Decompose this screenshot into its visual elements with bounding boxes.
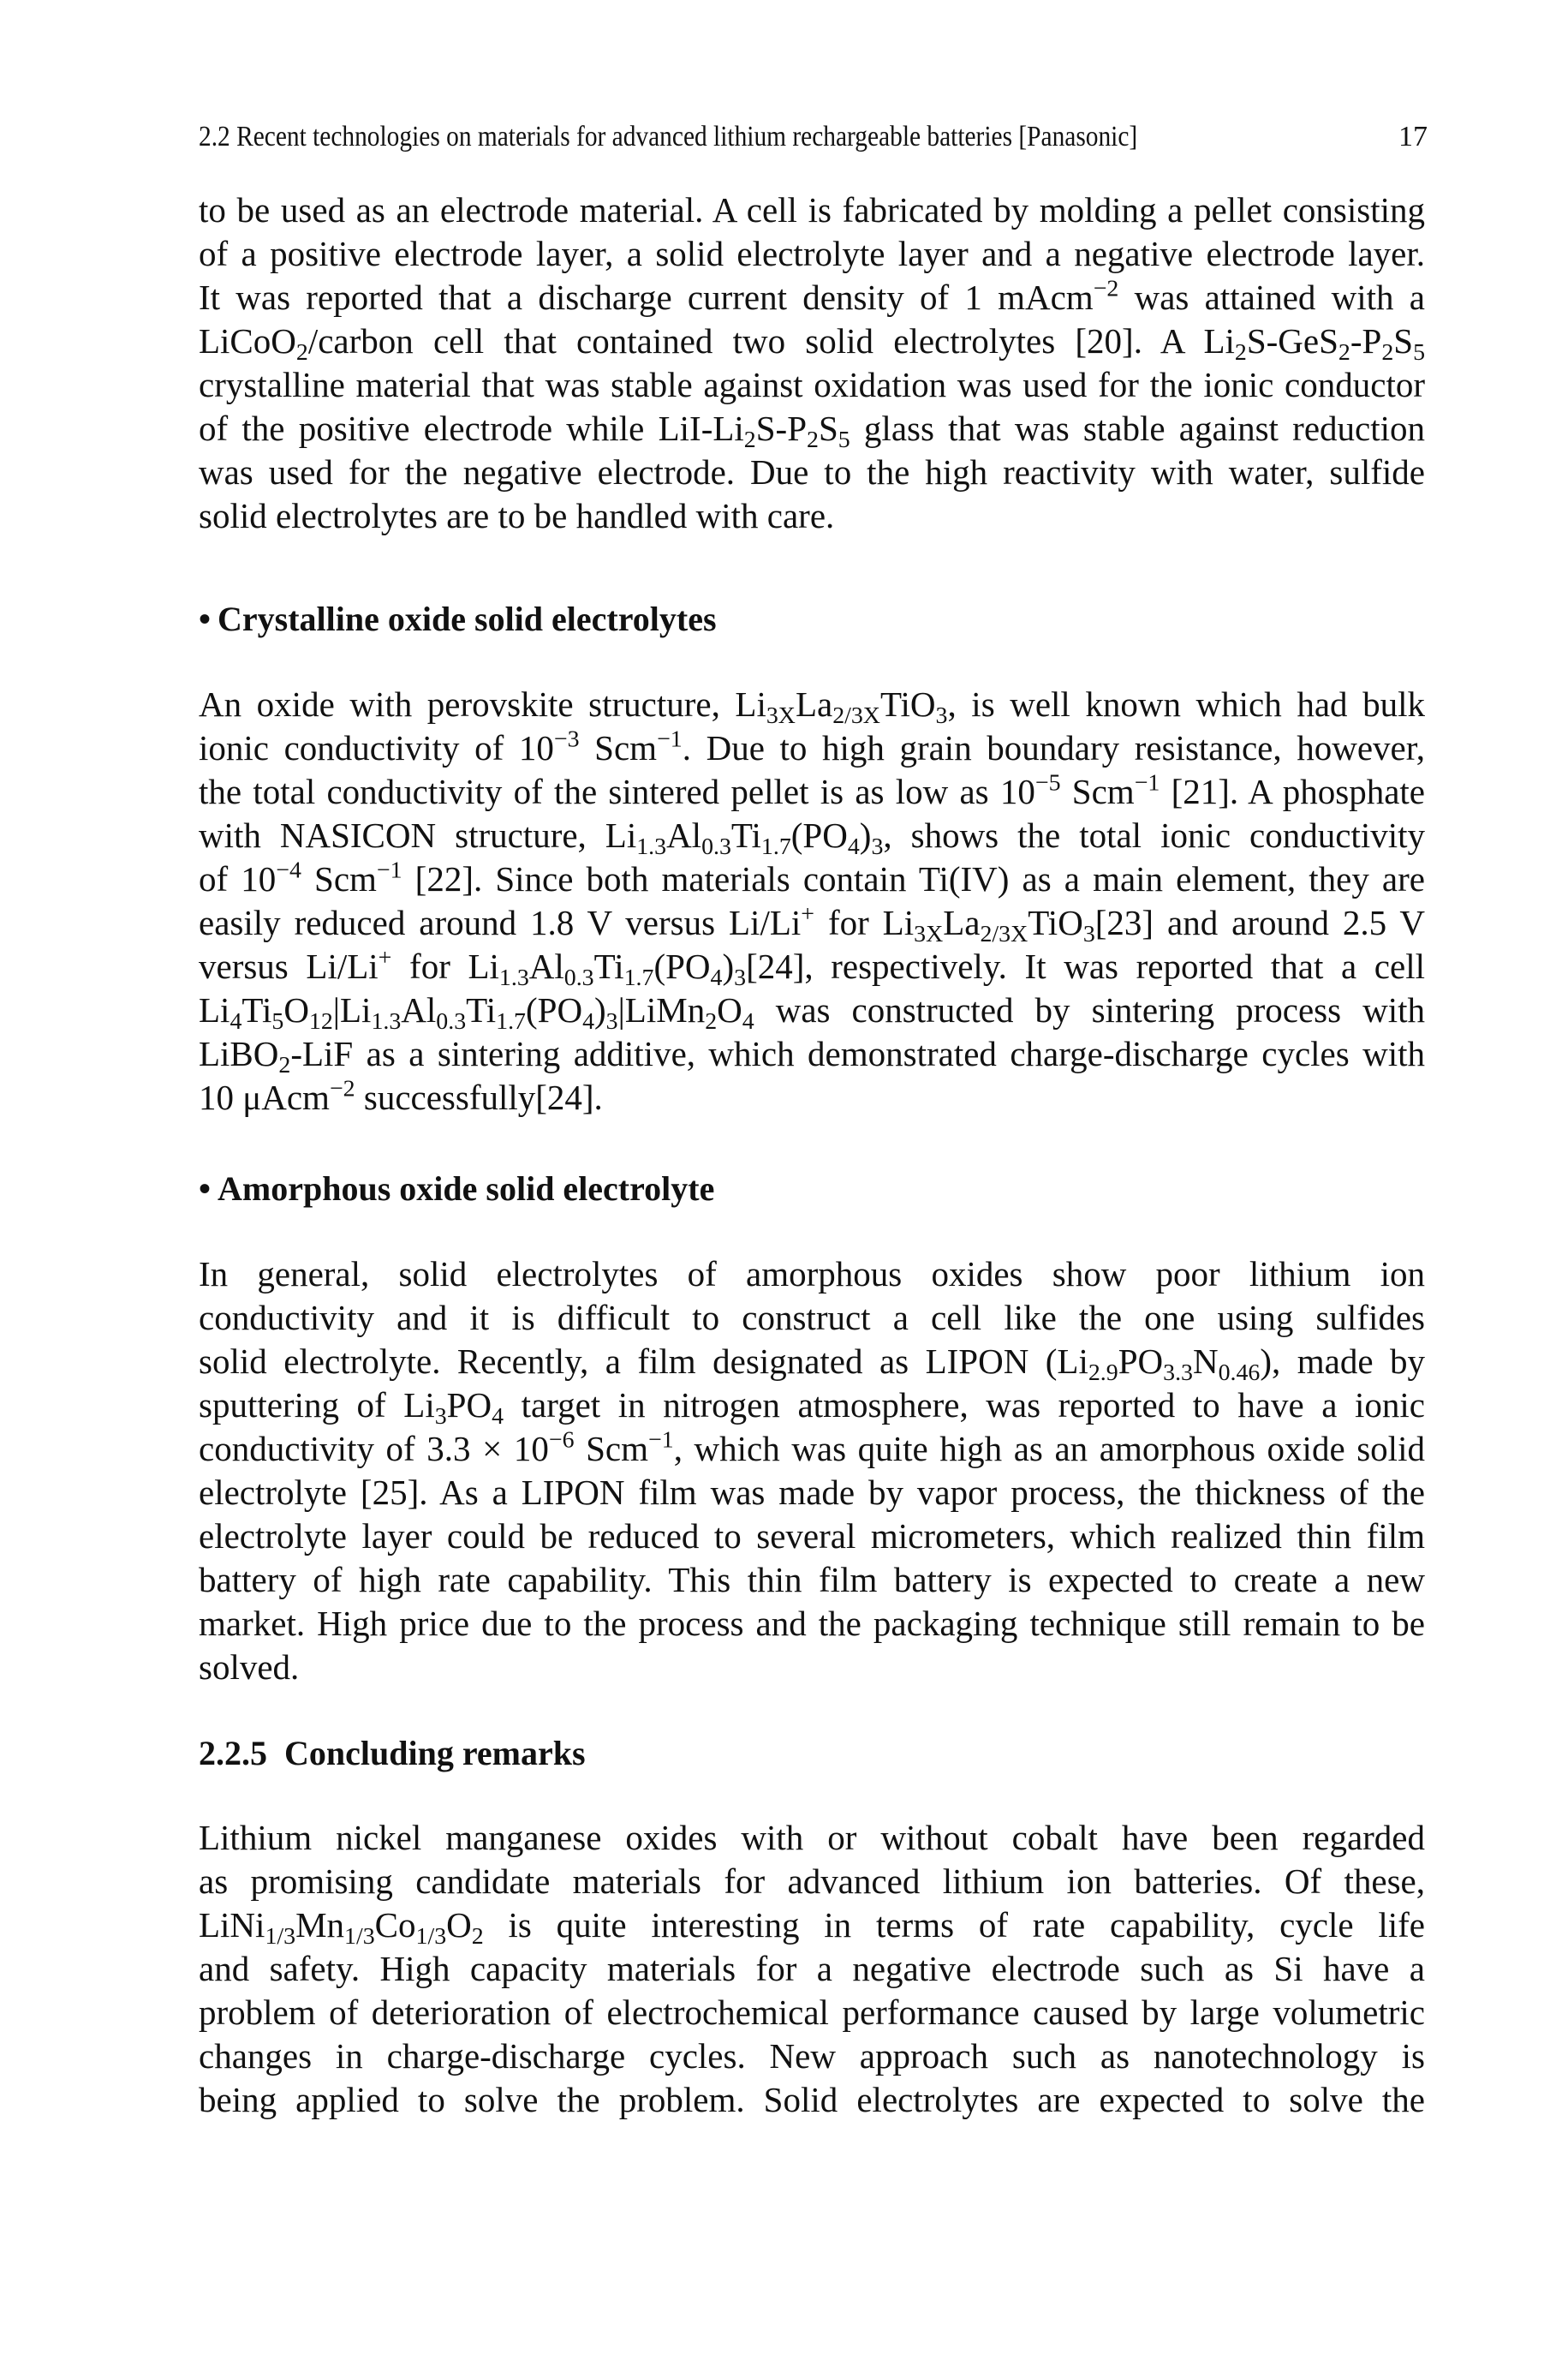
text-run: for Li [814,903,915,942]
subscript: 2/3X [832,702,880,729]
subscript: 1.3 [636,833,667,860]
section-number: 2.2.5 [199,1734,267,1772]
text-run: O [717,990,742,1030]
text-line [199,1816,1425,1859]
text-line [199,857,1425,900]
text-run: Mn [295,1905,345,1945]
text-run: Al [528,947,564,986]
subscript: 1.3 [371,1007,402,1035]
subscript: 2 [1234,338,1247,366]
text-line [199,814,1425,860]
text-run: and safety. High capacity materials for a negative electrode such as Si have a [199,1949,1425,1988]
subscript: 0.3 [436,1007,467,1035]
text-run: as promising candidate materials for advanced lithium ion batteries. Of these, [199,1861,1425,1901]
subscript: 2 [471,1922,484,1950]
subscript: 3 [734,964,747,991]
text-run: LiCoO [199,321,296,361]
subscript: 0.3 [701,833,731,860]
text-run: An oxide with perovskite structure, Li [199,684,766,724]
text-run: electrolyte layer could be reduced to several micrometers, which realized thin film [199,1516,1425,1556]
text-run: successfully[24]. [355,1078,603,1117]
text-run: N [1192,1341,1219,1381]
subscript: 2/3X [980,920,1028,947]
subscript: 3.3 [1163,1359,1193,1386]
text-run: Lithium nickel manganese oxides with or without cobalt have been regarded [199,1818,1425,1857]
heading-text: Crystalline oxide solid electrolytes [218,600,717,638]
subscript: 3 [1082,920,1095,947]
text-line [199,320,1425,366]
text-run: of the positive electrode while LiI-Li [199,409,744,448]
text-line [199,2078,1425,2121]
text-run: PO [1118,1341,1164,1381]
text-run: . Due to high grain boundary resistance, however, [682,728,1425,768]
text-run: changes in charge-discharge cycles. New approach such as nanotechnology is [199,2036,1425,2076]
text-run: /carbon cell that contained two solid electrolytes [20]. A Li [307,321,1235,361]
superscript: −6 [548,1426,575,1454]
text-line [199,1252,1425,1295]
subscript: 2 [807,426,819,453]
text-run: market. High price due to the process and the packaging technique still remain to be [199,1604,1425,1643]
subscript: 4 [492,1402,504,1430]
text-run: the total conductivity of the sintered pellet is as low as 10 [199,772,1035,811]
text-run: S-P [755,409,807,448]
running-header [199,120,1428,154]
text-line [199,363,1425,406]
subscript: 4 [742,1007,754,1035]
text-run: sputtering of Li [199,1385,435,1425]
text-line [199,1032,1425,1078]
text-line [199,1903,1425,1950]
subscript: 2 [1338,338,1350,366]
superscript: −5 [1034,769,1061,797]
section-title: Concluding remarks [284,1734,586,1772]
text-run: being applied to solve the problem. Solid electrolytes are expected to solve the [199,2080,1425,2119]
text-run: ) [722,947,735,986]
text-run: -P [1350,321,1382,361]
text-run: |Li [332,990,372,1030]
subscript: 2 [1381,338,1394,366]
text-run: electrolyte [25]. As a LIPON film was made by vapor process, the thickness of the [199,1473,1425,1512]
text-run: Al [666,816,702,855]
text-line [199,1646,1425,1688]
text-run: Li [199,990,230,1030]
text-run: glass that was stable against reduction [850,409,1426,448]
text-line [199,726,1425,769]
subscript: 3X [914,920,944,947]
text-run: , is well known which had bulk [947,684,1425,724]
text-run: (PO [790,816,848,855]
page-number: 17 [1398,121,1428,152]
text-run: (PO [525,990,583,1030]
subscript: 4 [847,833,860,860]
bullet-icon: • [199,1169,212,1208]
subscript: 1.7 [760,833,791,860]
subscript: 0.3 [563,964,594,991]
text-run: In general, solid electrolytes of amorphous oxides show poor lithium ion [199,1254,1425,1294]
text-line [199,451,1425,493]
text-run: to be used as an electrode material. A cell is fabricated by molding a pellet consisting [199,190,1425,230]
text-run: versus Li/Li [199,947,379,986]
text-line [199,494,1425,537]
text-line [199,1471,1425,1514]
text-line [199,1991,1425,2034]
subscript: 5 [1413,338,1425,366]
text-run: conductivity of 3.3 × 10 [199,1429,549,1468]
text-run: Ti [241,990,272,1030]
text-line [199,276,1425,319]
superscript: + [801,900,814,928]
text-run: for Li [391,947,499,986]
text-run: crystalline material that was stable against oxidation was used for the ionic conductor [199,365,1425,404]
superscript: −2 [329,1075,355,1102]
text-run: Al [401,990,437,1030]
text-line [199,1076,1425,1119]
superscript: + [378,944,392,971]
text-run: Ti [730,816,761,855]
text-run: Scm [579,728,658,768]
text-line [199,1515,1425,1557]
text-run: [24], respectively. It was reported that a cell [746,947,1425,986]
subscript: 2 [705,1007,718,1035]
text-line [199,770,1425,813]
subsection-heading-crystalline-oxide [199,598,717,641]
text-run: Ti [466,990,497,1030]
text-run: 10 μAcm [199,1078,330,1117]
subscript: 4 [582,1007,594,1035]
text-run: Scm [301,859,377,899]
text-run: La [795,684,833,724]
text-run: LiNi [199,1905,265,1945]
text-line [199,1602,1425,1645]
text-line [199,2034,1425,2077]
subscript: 3X [766,702,796,729]
text-run: Scm [1060,772,1135,811]
heading-text: Amorphous oxide solid electrolyte [218,1169,715,1208]
text-run: It was reported that a discharge current density of 1 mAcm [199,278,1094,317]
text-run: target in nitrogen atmosphere, was reported to have a ionic [504,1385,1425,1425]
subscript: 1.3 [498,964,529,991]
subscript: 5 [271,1007,284,1035]
text-run: O [283,990,309,1030]
text-run: with NASICON structure, Li [199,816,637,855]
text-run: , shows the total ionic conductivity [883,816,1425,855]
running-header-title: 2.2 Recent technologies on materials for advanced lithium rechargeable batteries [Panasonic] [199,121,1138,152]
text-run: [22]. Since both materials contain Ti(IV) as a main element, they are [402,859,1425,899]
text-line [199,1947,1425,1990]
text-run: -LiF as a sintering additive, which demonstrated charge-discharge cycles with [290,1034,1425,1073]
superscript: −1 [648,1426,674,1454]
subscript: 0.46 [1218,1359,1261,1386]
text-run: solid electrolytes are to be handled with care. [199,496,835,535]
subscript: 4 [230,1007,242,1035]
text-line [199,188,1425,231]
text-line [199,900,1425,947]
text-run: ionic conductivity of 10 [199,728,554,768]
subsection-heading-amorphous-oxide [199,1168,714,1210]
bullet-icon: • [199,600,212,638]
text-run: solved. [199,1647,300,1687]
text-line [199,1383,1425,1430]
superscript: −4 [276,857,301,884]
subscript: 2 [295,338,308,366]
text-line [199,1860,1425,1903]
subscript: 5 [838,426,850,453]
text-run: ), made by [1260,1341,1425,1381]
text-run: PO [446,1385,492,1425]
text-run: Co [374,1905,416,1945]
text-run: (PO [653,947,711,986]
text-run: TiO [879,684,936,724]
text-run: TiO [1028,903,1083,942]
subscript: 1/3 [344,1922,375,1950]
text-run: S [1393,321,1414,361]
text-line [199,407,1426,453]
text-run: easily reduced around 1.8 V versus Li/Li [199,903,802,942]
text-run: was used for the negative electrode. Due to the high reactivity with water, sulfide [199,452,1425,492]
text-run: , which was quite high as an amorphous oxide solid [673,1429,1425,1468]
subscript: 3 [871,833,884,860]
subscript: 3 [935,702,948,729]
text-run: Scm [574,1429,649,1468]
subscript: 1.7 [496,1007,526,1035]
subscript: 3 [605,1007,618,1035]
text-line [199,683,1425,729]
text-line [199,1558,1425,1601]
text-run: [21]. A phosphate [1160,772,1425,811]
text-run: ) [859,816,872,855]
text-run: of 10 [199,859,277,899]
text-line [199,1296,1425,1339]
text-run: of a positive electrode layer, a solid electrolyte layer and a negative electrode layer. [199,234,1425,273]
subscript: 1/3 [265,1922,296,1950]
subscript: 3 [434,1402,447,1430]
superscript: −2 [1093,275,1119,302]
text-run: ) [594,990,606,1030]
text-run: LiBO [199,1034,279,1073]
subscript: 2 [278,1051,291,1078]
text-line [199,1427,1425,1470]
subscript: 2 [743,426,756,453]
text-line [199,1340,1425,1386]
superscript: −1 [376,857,402,884]
text-run: was constructed by sintering process with [754,990,1425,1030]
text-run: battery of high rate capability. This thin film battery is expected to create a new [199,1560,1425,1599]
text-run: is quite interesting in terms of rate capability, cycle life [483,1905,1425,1945]
text-run: conductivity and it is difficult to construct a cell like the one using sulfides [199,1298,1425,1337]
text-run: La [943,903,981,942]
subscript: 12 [308,1007,333,1035]
text-run: S [818,409,838,448]
text-run: solid electrolyte. Recently, a film designated as LIPON (Li [199,1341,1088,1381]
section-heading-concluding-remarks [199,1732,586,1775]
subscript: 1.7 [623,964,654,991]
text-line [199,232,1425,275]
text-run: O [446,1905,472,1945]
text-run: Ti [593,947,624,986]
superscript: −1 [1134,769,1160,797]
text-line [199,944,1425,991]
text-run: |LiMn [617,990,706,1030]
text-run: problem of deterioration of electrochemical performance caused by large volumetric [199,1993,1425,2032]
subscript: 4 [710,964,723,991]
subscript: 1/3 [415,1922,447,1950]
subscript: 2.9 [1088,1359,1118,1386]
superscript: −3 [553,726,580,753]
text-run: [23] and around 2.5 V [1094,903,1425,942]
text-run: S-GeS [1246,321,1338,361]
text-run: was attained with a [1118,278,1425,317]
text-line [199,989,1425,1035]
superscript: −1 [657,726,683,753]
